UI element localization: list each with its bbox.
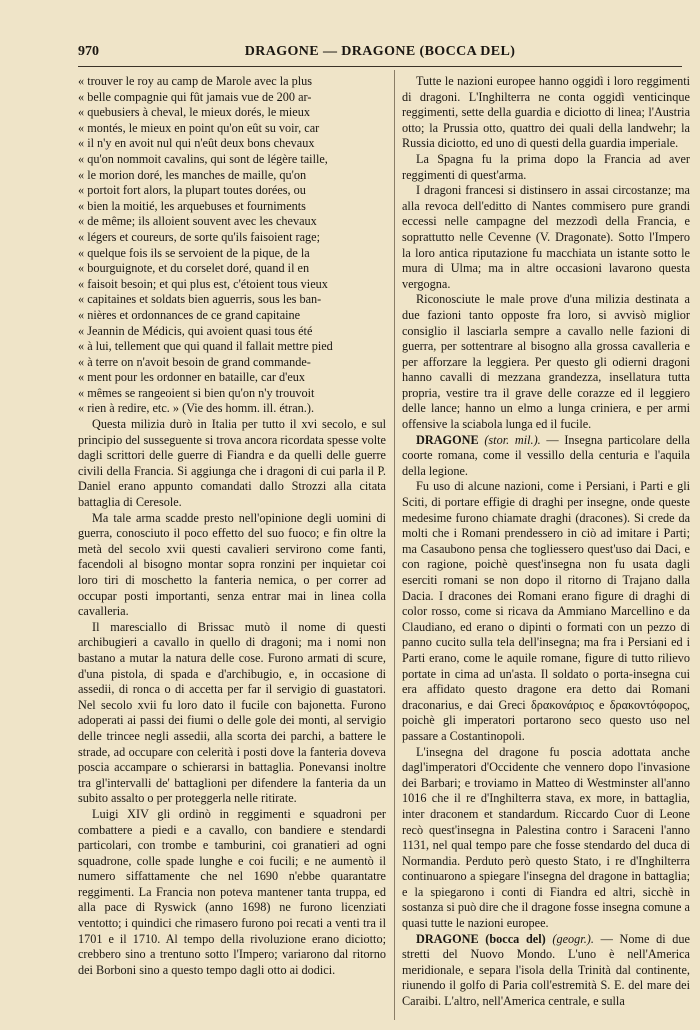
paragraph: Il maresciallo di Brissac mutò il nome di questi archibugieri a cavallo in quello di dragoni; ma i nomi non bastano a mutar la natura delle cose. Furono armati di scure, d'una pistola, di spada e d'archibugio, e, in occasione di assedii, di ronca o di accetta per far il servigio di guastatori. Nel secolo xvii fu loro dato il fucile con bajonetta. Furono adoperati ai passi dei fiumi o delle gole dei monti, al servigio delle trincee negli assedii, alla scorta dei parchi, a battere le strade, ad occupare con celerità i posti dove la fanteria doveva poscia accampare o schierarsi in battaglia. Ponevansi inoltre tra gl'intervalli de' battaglioni per difendere la fanteria da un subito assalto o per proteggerla nelle ritirate.	[78, 619, 386, 806]
dictionary-entry	[402, 932, 690, 1010]
quote-line: « à terre on n'avoit besoin de grand commande-	[78, 354, 311, 369]
quote-line: « à lui, tellement que qui quand il fallait mettre pied	[78, 339, 333, 354]
quote-line: « nières et ordonnances de ce grand capitaine	[78, 307, 301, 322]
paragraph: I dragoni francesi si distinsero in assai circostanze; ma alla revoca dell'editto di Nantes commisero pure grandi eccessi nelle campagne del mezzodì della Francia, e soprattutto nelle Cevenne (V. Dragonate). Sotto l'Impero la loro antica riputazione fu macchiata un istante sotto le mura di Ulma; ma in altre occasioni lavarono questa vergogna.	[402, 183, 690, 291]
paragraph: Fu uso di alcune nazioni, come i Persiani, i Parti e gli Sciti, di portare effigie di draghi per insegne, onde queste medesime furono chiamate draghi (dracones). Si crede da molti che i Romani prendessero in ciò ad imitare i Parti; ma Casaubono pensa che togliessero quest'uso dai Daci, e con ragione, poichè quest'insegna non fu usata dagli eserciti romani se non dopo il ritorno di Trajano dalla Dacia. I dracones dei Romani erano figure di draghi di color rosso, come si ricava da Ammiano Marcellino e da Claudiano, ed erano o dipinti o formati con un pezzo di panno cucito sulla tela dell'insegna; ma fra i Persiani ed i Parti erano, come le aquile romane, figure di tutto rilievo portate in cima ad un'asta. Il soldato o porta-insegna cui era affidato questo dragone era detto dai Romani draconarius, e dai Greci δρακονάριος e δρακοντόφορος, poichè gli imperatori portarono seco questo uso nel passare a Costantinopoli.	[402, 479, 690, 743]
paragraph: Tutte le nazioni europee hanno oggidì i loro reggimenti di dragoni. L'Inghilterra ne conta oggidì venticinque reggimenti, sette della guardia e diciotto di linea; l'Austria otto; la Prussia otto, quattro dei quali della landwehr; la Russia diciotto, ed uno di questi della guardia imperiale.	[402, 74, 690, 151]
paragraph: Ma tale arma scadde presto nell'opinione degli uomini di guerra, conosciuto il poco effetto del suo fuoco; e fin oltre la metà del secolo xvii questi cavalieri servirono come fanti, facendoli al bisogno montar sopra ronzini per inquietar coi loro tiri di moschetto la fanteria nemica, o per correr ad occupar posti importanti, senza entrar mai in linea colla cavalleria.	[78, 510, 386, 619]
paragraph: Luigi XIV gli ordinò in reggimenti e squadroni per combattere a piedi e a cavallo, con bandiere e stendardi particolari, con trombe e tamburini, coi granatieri ad ogni squadrone, colle spade lunghe e coi fucili; e ne aumentò il numero siffattamente che nel 1690 n'ebbe quarantatre reggimenti. La Francia non poteva mantener tanta truppa, ed alla pace di Ryswick (anno 1698) ne furono licenziati ventotto; i quindici che rimasero furono poi recati a venti tra il 1701 e il 1710. Al tempo della rivoluzione erano diciotto; crebbero sino a trentuno sotto l'Impero; variarono dal ritorno dei Borboni sino a questo tempo dagli otto ai dodici.	[78, 806, 386, 977]
quote-line: « légers et coureurs, de sorte qu'ils faisoient rage;	[78, 229, 321, 244]
entry-category: (stor. mil.).	[484, 432, 541, 447]
quote-line: « de même; ils alloient souvent avec les chevaux	[78, 214, 317, 229]
running-head: DRAGONE — DRAGONE (BOCCA DEL)	[244, 44, 516, 59]
right-column	[402, 74, 690, 1020]
quote-line: « bourguignote, et du corselet doré, quand il en	[78, 261, 310, 276]
quote-line: « quelque fois ils se servoient de la pique, de la	[78, 245, 310, 260]
paragraph: La Spagna fu la prima dopo la Francia ad aver reggimenti di quest'arma.	[402, 151, 690, 182]
entry-text: — Nome di due stretti del Nuovo Mondo. L'uno è nell'America meridionale, e separa l'isola della Trinità dal continente, riunendo il golfo di Paria coll'estremità S. E. del mare dei Caraibi. L'altro, nell'America centrale, e sulla	[402, 931, 690, 1009]
french-quotation	[78, 74, 386, 417]
entry-category: (geogr.).	[552, 931, 594, 946]
column-divider	[394, 70, 395, 1020]
quote-line: « ment pour les ordonner en bataille, car d'eux	[78, 370, 306, 385]
quote-line: « capitaines et soldats bien aguerris, sous les ban-	[78, 292, 322, 307]
entry-headword: DRAGONE (bocca del)	[416, 931, 546, 946]
page-header	[78, 40, 682, 67]
quote-line: « le morion doré, les manches de maille, qu'on	[78, 167, 307, 182]
quote-line: « qu'on nommoit cavalins, qui sont de légère taille,	[78, 151, 328, 166]
quote-line: « rien à redire, etc. » (Vie des homm. ill. étran.).	[78, 401, 315, 416]
paragraph: L'insegna del dragone fu poscia adottata anche dagl'imperatori d'Occidente che vennero dopo l'invasione dei Barbari; e troviamo in Matteo di Westminster all'anno 1016 che il re d'Inghilterra stava, ex more, in battaglia, inter draconem et standardum. Riccardo Cuor di Leone recò quest'insegna in Palestina contro i Saraceni l'anno 1131, nel qual tempo pare che fosse stendardo del duca di Normandia. Perduto però questo Stato, i re d'Inghilterra continuarono a spiegare l'insegna del dragone in battaglia; e la spiegarono i conti di Fiandra ed altri, sicchè in sostanza si può dire che il dragone fosse insegna comune a quasi tutte le nazioni europee.	[402, 744, 690, 931]
quote-line: « quebusiers à cheval, le mieux dorés, le mieux	[78, 105, 310, 120]
quote-line: « portoit fort alors, la plupart toutes dorées, ou	[78, 183, 306, 198]
quote-line: « faisoit besoin; et qui plus est, c'étoient tous vieux	[78, 276, 328, 291]
entry-headword: DRAGONE	[416, 432, 479, 447]
quote-line: « montés, le mieux en point qu'on eût su voir, car	[78, 120, 320, 135]
quote-line: « il n'y en avoit nul qui n'eût deux bons chevaux	[78, 136, 315, 151]
quote-line: « bien la moitié, les arquebuses et fourniments	[78, 198, 306, 213]
entry-text: — Insegna particolare della coorte romana, come il vessillo della centuria e l'aquila della legione.	[402, 432, 690, 478]
page-number: 970	[78, 44, 99, 59]
paragraph: Riconosciute le male prove d'una milizia destinata a due fazioni tanto opposte fra loro, si avvisò miglior consiglio il lasciarla sempre a cavallo nelle fazioni di guerra, per sottentrare al bisogno alla grossa cavalleria e per afforzare la leggiera. Per questo gli odierni dragoni hanno cavalli di mezzana grandezza, insellatura tutta propria, vestire tra il grave delle corazze ed il leggiero delle lance; hanno un elmo a lunga criniera, e per armi offensive la sciabola lunga ed il fucile.	[402, 292, 690, 432]
quote-line: « belle compagnie qui fût jamais vue de 200 ar-	[78, 89, 312, 104]
quote-line: « Jeannin de Médicis, qui avoient quasi tous été	[78, 323, 313, 338]
quote-line: « trouver le roy au camp de Marole avec la plus	[78, 74, 313, 88]
quote-line: « mêmes se rangeoient si bien qu'on n'y trouvoit	[78, 385, 315, 400]
paragraph: Questa milizia durò in Italia per tutto il xvi secolo, e sul principio del susseguente si trova ancora ricordata spesse volte dagli scrittori delle guerre di Fiandra e da quelli delle guerre civili della Francia. Si aggiunga che i dragoni di cui parla il P. Daniel erano appunto comandati dallo Strozzi alla citata battaglia di Ceresole.	[78, 417, 386, 510]
left-column	[78, 74, 386, 1020]
dictionary-entry	[402, 433, 690, 480]
